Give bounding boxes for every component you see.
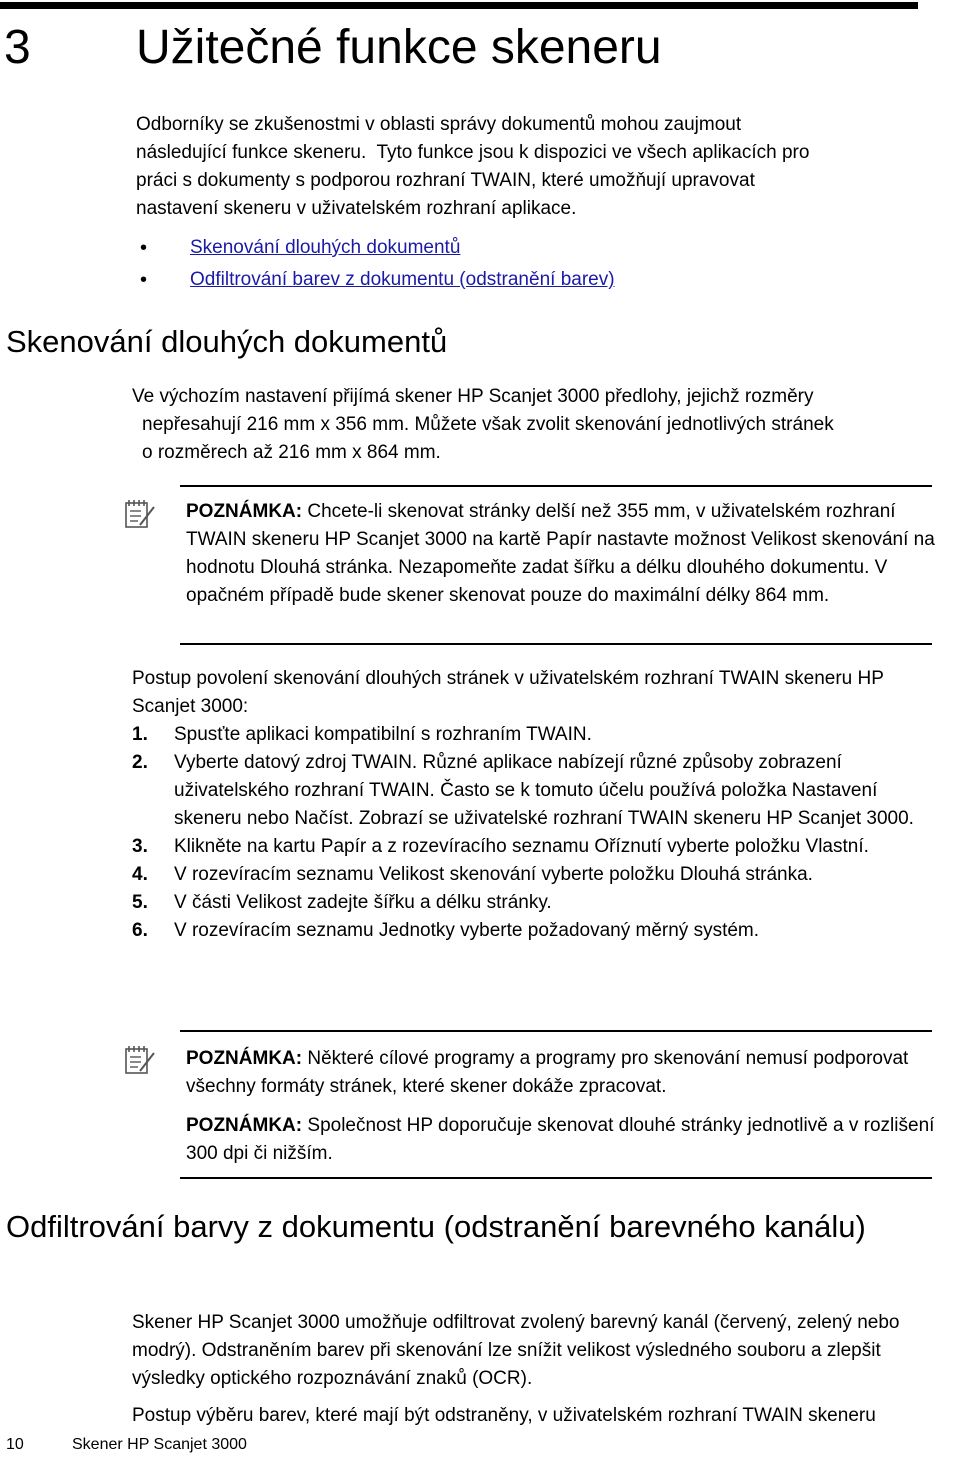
top-rule (0, 2, 918, 9)
note-icon (123, 1043, 157, 1077)
step-number: 3. (132, 836, 148, 857)
link-long-documents[interactable]: Skenování dlouhých dokumentů (190, 237, 461, 258)
section-heading-long-documents: Skenování dlouhých dokumentů (6, 324, 448, 359)
link-color-dropout[interactable]: Odfiltrování barev z dokumentu (odstranění barev) (190, 269, 615, 290)
note-top-rule (180, 1030, 932, 1032)
chapter-title: Užitečné funkce skeneru (136, 21, 662, 74)
intro-line: následující funkce skeneru. Tyto funkce jsou k dispozici ve všech aplikacích pro (136, 142, 810, 163)
chapter-number: 3 (4, 21, 31, 74)
note-resolution (186, 1112, 936, 1168)
step-text: V rozevíracím seznamu Jednotky vyberte požadovaný měrný systém. (174, 920, 760, 941)
step-number: 2. (132, 752, 148, 773)
note-text: Některé cílové programy a programy pro skenování nemusí podporovat všechny formáty stránek, které skener dokáže zpracovat. (186, 1048, 909, 1097)
note-top-rule (180, 485, 932, 487)
step-text: Klikněte na kartu Papír a z rozevíracího seznamu Oříznutí vyberte položku Vlastní. (174, 836, 869, 857)
step-number: 6. (132, 920, 148, 941)
intro-line: práci s dokumenty s podporou rozhraní TWAIN, které umožňují upravovat (136, 170, 755, 191)
section-heading-color-dropout: Odfiltrování barvy z dokumentu (odstranění barevného kanálu) (6, 1209, 866, 1244)
step-number: 4. (132, 864, 148, 885)
color-dropout-paragraph: Skener HP Scanjet 3000 umožňuje odfiltrovat zvolený barevný kanál (červený, zelený nebo modrý). Odstraněním barev při skenování lze snížit velikost výsledného souboru a zlepšit výsledky optického rozpoznávání znaků (OCR). (132, 1312, 900, 1389)
step-item (132, 721, 932, 749)
list-item (136, 232, 916, 264)
step-item (132, 889, 932, 917)
step-item (132, 917, 932, 945)
note-icon (123, 497, 157, 531)
note-long-pages (186, 498, 936, 610)
steps-list (132, 721, 932, 945)
note-label: POZNÁMKA: (186, 1048, 303, 1069)
note-unsupported-formats (186, 1045, 936, 1101)
long-documents-paragraph (132, 383, 932, 467)
color-dropout-steps-intro: Postup výběru barev, které mají být odstraněny, v uživatelském rozhraní TWAIN skeneru (132, 1405, 876, 1426)
step-number: 1. (132, 724, 148, 745)
step-item (132, 861, 932, 889)
intro-paragraph (136, 111, 936, 223)
note-label: POZNÁMKA: (186, 1115, 303, 1136)
intro-line: nastavení skeneru v uživatelském rozhraní aplikace. (136, 198, 577, 219)
note-label: POZNÁMKA: (186, 501, 303, 522)
step-text: V rozevíracím seznamu Velikost skenování vyberte položku Dlouhá stránka. (174, 864, 813, 885)
note-bottom-rule (180, 643, 932, 645)
page-footer (6, 1434, 247, 1456)
step-text: Vyberte datový zdroj TWAIN. Různé aplikace nabízejí různé způsoby zobrazení uživatelského rozhraní TWAIN. Často se k tomuto účelu používá položka Nastavení skeneru nebo Načíst. Zobrazí se uživatelské rozhraní TWAIN skeneru HP Scanjet 3000. (174, 752, 914, 829)
note-text: Společnost HP doporučuje skenovat dlouhé stránky jednotlivě a v rozlišení 300 dpi či nižším. (186, 1115, 935, 1164)
note-text: Chcete-li skenovat stránky delší než 355 mm, v uživatelském rozhraní TWAIN skeneru HP Scanjet 3000 na kartě Papír nastavte možnost Velikost skenování na hodnotu Dlouhá stránka. Nezapomeňte zadat šířku a délku dlouhého dokumentu. V opačném případě bude skener skenovat pouze do maximální délky 864 mm. (186, 501, 935, 606)
list-item (136, 264, 916, 296)
section-links (136, 232, 916, 296)
step-item (132, 833, 932, 861)
paragraph-line: nepřesahují 216 mm x 356 mm. Můžete však zvolit skenování jednotlivých stránek (142, 414, 834, 435)
step-number: 5. (132, 892, 148, 913)
note-bottom-rule (180, 1177, 932, 1179)
paragraph-line: o rozměrech až 216 mm x 864 mm. (142, 442, 441, 463)
step-item (132, 749, 932, 833)
step-text: V části Velikost zadejte šířku a délku stránky. (174, 892, 552, 913)
steps-intro: Postup povolení skenování dlouhých stránek v uživatelském rozhraní TWAIN skeneru HP Scanjet 3000: (132, 668, 884, 717)
paragraph-line: Ve výchozím nastavení přijímá skener HP Scanjet 3000 předlohy, jejichž rozměry (132, 386, 814, 407)
page-number: 10 (6, 1436, 24, 1453)
footer-product-name: Skener HP Scanjet 3000 (72, 1436, 247, 1453)
intro-line: Odborníky se zkušenostmi v oblasti správy dokumentů mohou zaujmout (136, 114, 742, 135)
step-text: Spusťte aplikaci kompatibilní s rozhraním TWAIN. (174, 724, 592, 745)
